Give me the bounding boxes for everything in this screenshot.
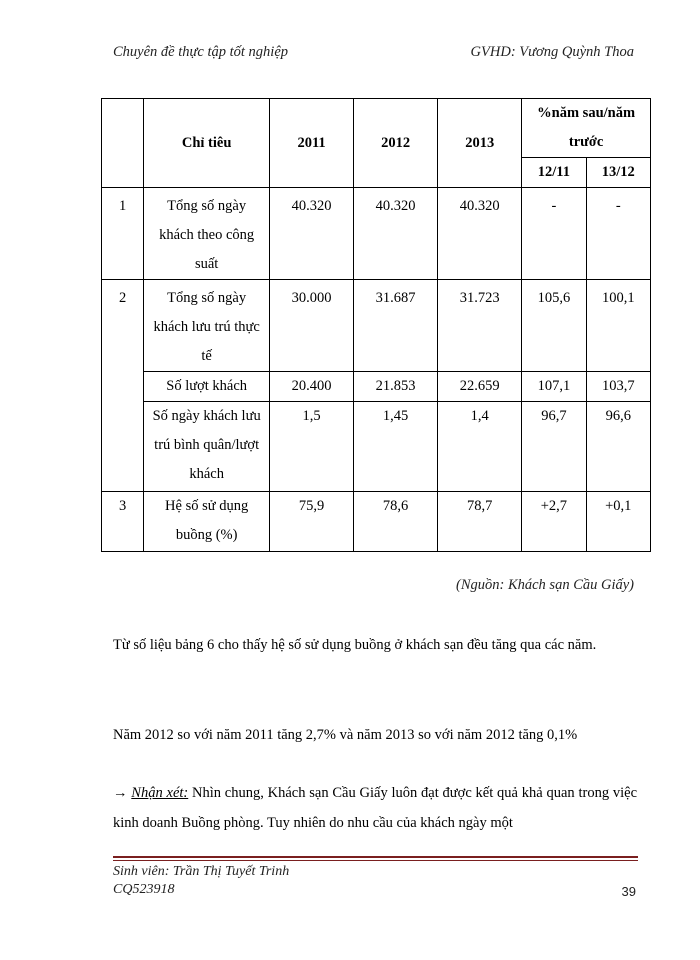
paragraph-1: Từ số liệu bảng 6 cho thấy hệ số sử dụng buồng ở khách sạn đều tăng qua các năm. [113,637,597,653]
cell-13-12: 96,6 [605,408,631,424]
cell-12-11: 96,7 [541,408,567,424]
cell-2012: 31.687 [375,290,416,306]
header-2011: 2011 [270,99,354,188]
footer-divider-thin [113,860,638,861]
cell-2011: 30.000 [291,290,332,306]
cell-2012: 1,45 [382,408,409,424]
header-title: Chuyên đề thực tập tốt nghiệp [113,44,289,60]
header-13-12: 13/12 [586,158,650,188]
arrow-icon: → [113,785,128,801]
table-row [102,492,651,552]
cell-stt: 2 [119,290,127,306]
cell-indicator: Tổng số ngày khách lưu trú thực tế [153,290,260,364]
footer-divider [113,856,638,858]
statistics-table [101,98,651,552]
cell-2013: 22.659 [459,378,500,394]
cell-12-11: - [551,198,557,214]
header-2013: 2013 [438,99,522,188]
table-source: (Nguồn: Khách sạn Cầu Giấy) [455,577,634,593]
cell-2011: 1,5 [302,408,321,424]
cell-13-12: 100,1 [601,290,635,306]
paragraph-3 [113,778,637,838]
table-row [102,188,651,280]
cell-indicator: Số ngày khách lưu trú bình quân/lượt khách [152,408,261,482]
cell-12-11: 107,1 [537,378,571,394]
cell-2013: 78,7 [467,498,493,514]
cell-2011: 20.400 [291,378,332,394]
cell-stt: 3 [119,498,127,514]
footer-student-id: CQ523918 [113,882,175,897]
header-2012: 2012 [354,99,438,188]
remark-label: Nhận xét: [131,785,189,801]
footer-student: Sinh viên: Trần Thị Tuyết Trinh [113,864,290,879]
table-row [102,280,651,372]
cell-2013: 31.723 [459,290,500,306]
cell-13-12: 103,7 [601,378,635,394]
table-row [102,402,651,492]
header-supervisor: GVHD: Vương Quỳnh Thoa [470,44,634,60]
header-stt [102,99,144,188]
cell-2013: 1,4 [470,408,489,424]
cell-13-12: - [615,198,621,214]
page-number: 39 [621,884,636,899]
cell-13-12: +0,1 [605,498,632,514]
table-header-row [102,99,651,158]
table-row [102,372,651,402]
remark-text: Nhìn chung, Khách sạn Cầu Giấy luôn đạt được kết quả khả quan trong việc kinh doanh Buồng phòng. Tuy nhiên do nhu cầu của khách ngày một [113,785,638,831]
cell-2011: 75,9 [298,498,325,514]
cell-indicator: Số lượt khách [166,378,248,394]
cell-2012: 40.320 [375,198,416,214]
cell-12-11: 105,6 [537,290,571,306]
page-header [113,44,634,64]
cell-2012: 78,6 [382,498,409,514]
header-percent-group: %năm sau/năm trước [522,99,651,158]
header-indicator: Chỉ tiêu [144,99,270,188]
cell-2012: 21.853 [375,378,416,394]
cell-indicator: Tổng số ngày khách theo công suất [159,198,255,272]
cell-2013: 40.320 [459,198,500,214]
cell-indicator: Hệ số sử dụng buồng (%) [165,498,249,543]
cell-2011: 40.320 [291,198,332,214]
cell-12-11: +2,7 [540,498,568,514]
paragraph-2: Năm 2012 so với năm 2011 tăng 2,7% và năm 2013 so với năm 2012 tăng 0,1% [113,727,578,743]
cell-stt: 1 [119,198,127,214]
header-12-11: 12/11 [522,158,586,188]
